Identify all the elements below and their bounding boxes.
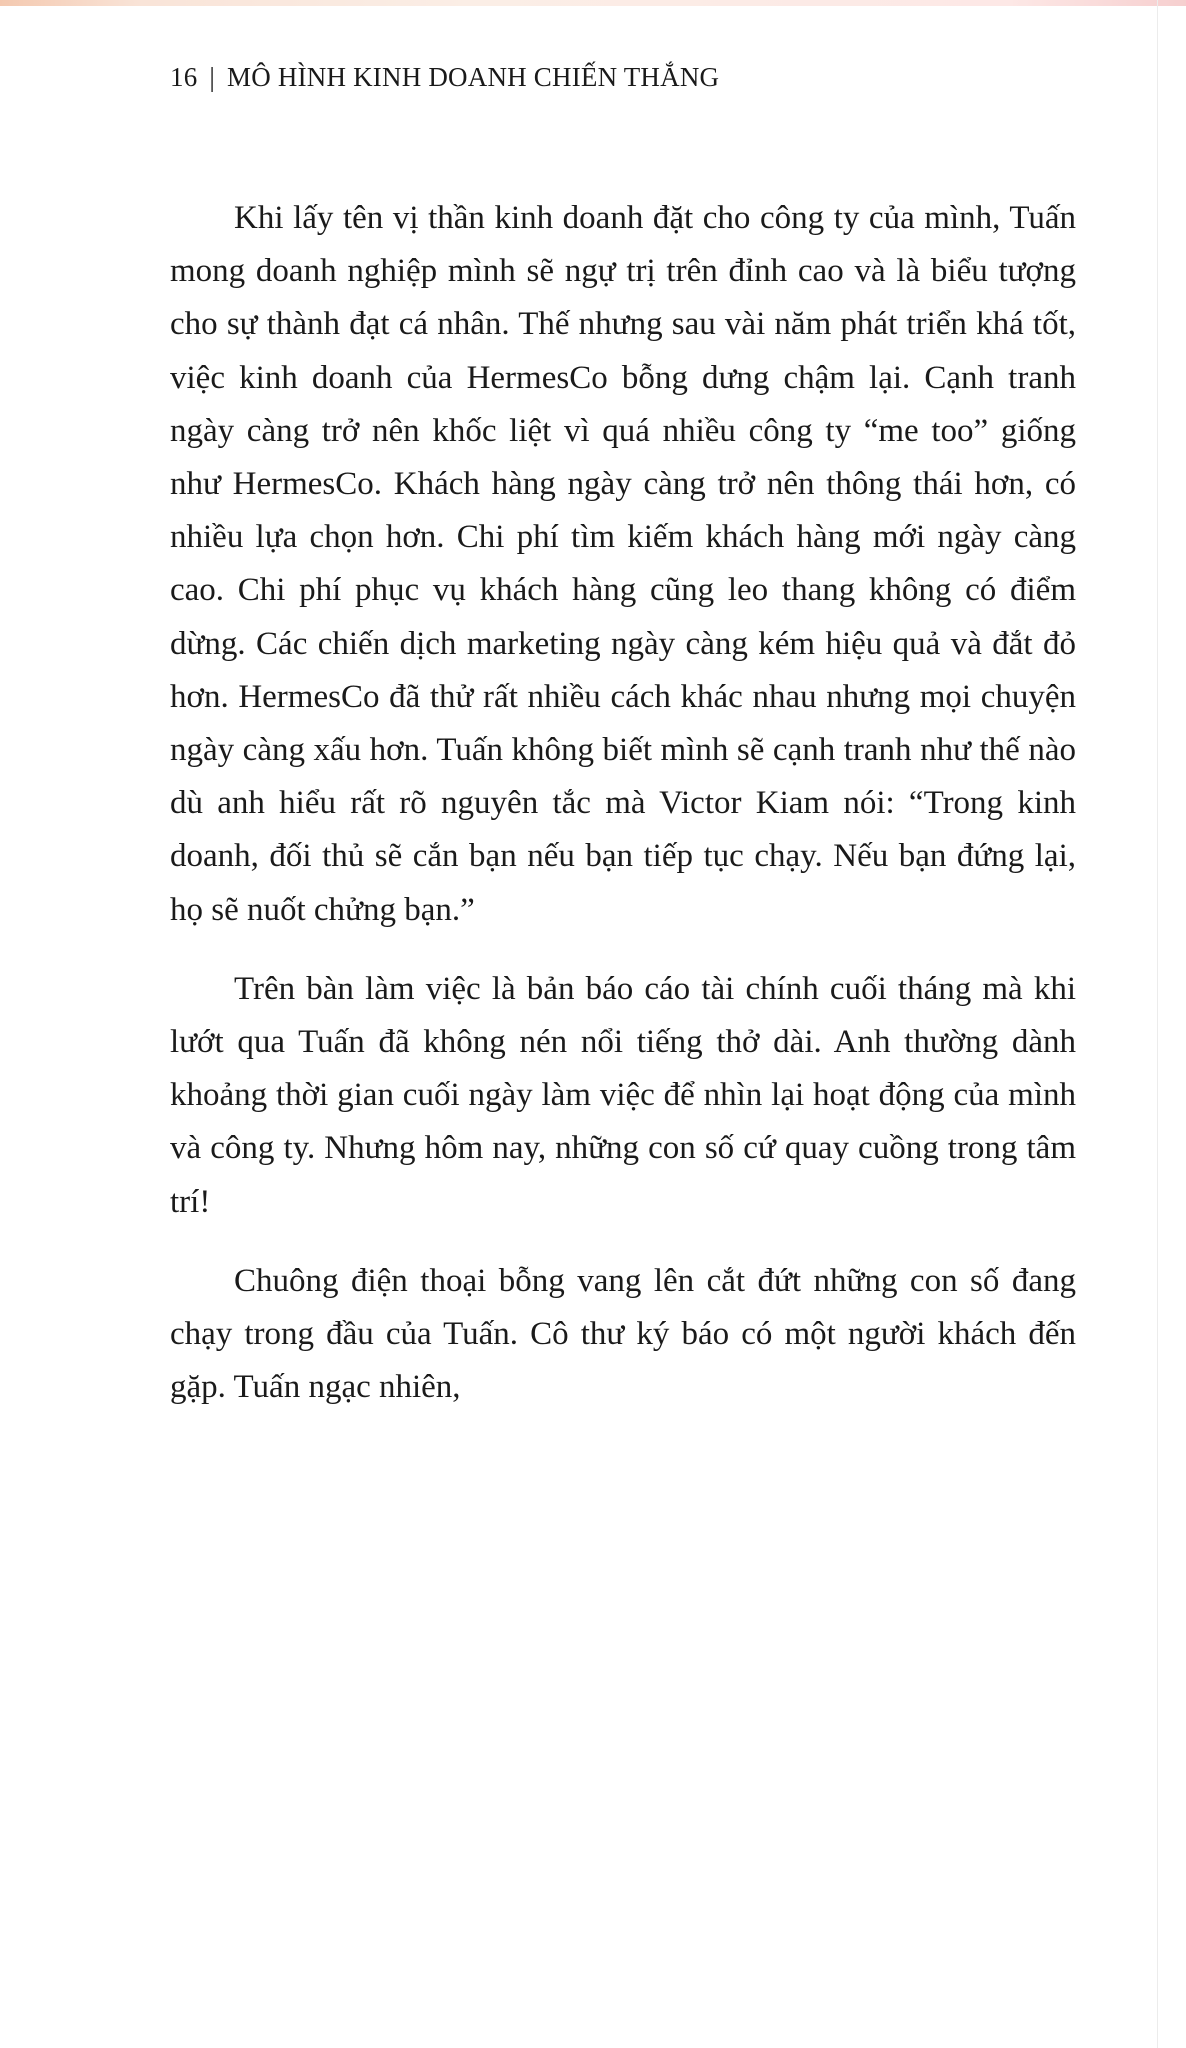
page-number: 16 [170,62,198,92]
body-text [170,192,1076,1414]
paragraph-1: Khi lấy tên vị thần kinh doanh đặt cho công ty của mình, Tuấn mong doanh nghiệp mình sẽ ngự trị trên đỉnh cao và là biểu tượng cho sự thành đạt cá nhân. Thế nhưng sau vài năm phát triển khá tốt, việc kinh doanh của HermesCo bỗng dưng chậm lại. Cạnh tranh ngày càng trở nên khốc liệt vì quá nhiều công ty “me too” giống như HermesCo. Khách hàng ngày càng trở nên thông thái hơn, có nhiều lựa chọn hơn. Chi phí tìm kiếm khách hàng mới ngày càng cao. Chi phí phục vụ khách hàng cũng leo thang không có điểm dừng. Các chiến dịch marketing ngày càng kém hiệu quả và đắt đỏ hơn. HermesCo đã thử rất nhiều cách khác nhau nhưng mọi chuyện ngày càng xấu hơn. Tuấn không biết mình sẽ cạnh tranh như thế nào dù anh hiểu rất rõ nguyên tắc mà Victor Kiam nói: “Trong kinh doanh, đối thủ sẽ cắn bạn nếu bạn tiếp tục chạy. Nếu bạn đứng lại, họ sẽ nuốt chửng bạn.” [170,200,1076,928]
header-separator: | [209,62,216,92]
paragraph-2: Trên bàn làm việc là bản báo cáo tài chính cuối tháng mà khi lướt qua Tuấn đã không nén nổi tiếng thở dài. Anh thường dành khoảng thời gian cuối ngày làm việc để nhìn lại hoạt động của mình và công ty. Nhưng hôm nay, những con số cứ quay cuồng trong tâm trí! [170,970,1076,1220]
page-right-edge [1157,0,1158,2048]
page-top-edge [0,0,1186,6]
running-header [170,62,719,93]
book-title: MÔ HÌNH KINH DOANH CHIẾN THẮNG [227,62,720,92]
paragraph-3: Chuông điện thoại bỗng vang lên cắt đứt những con số đang chạy trong đầu của Tuấn. Cô thư ký báo có một người khách đến gặp. Tuấn ngạc nhiên, [170,1262,1076,1406]
